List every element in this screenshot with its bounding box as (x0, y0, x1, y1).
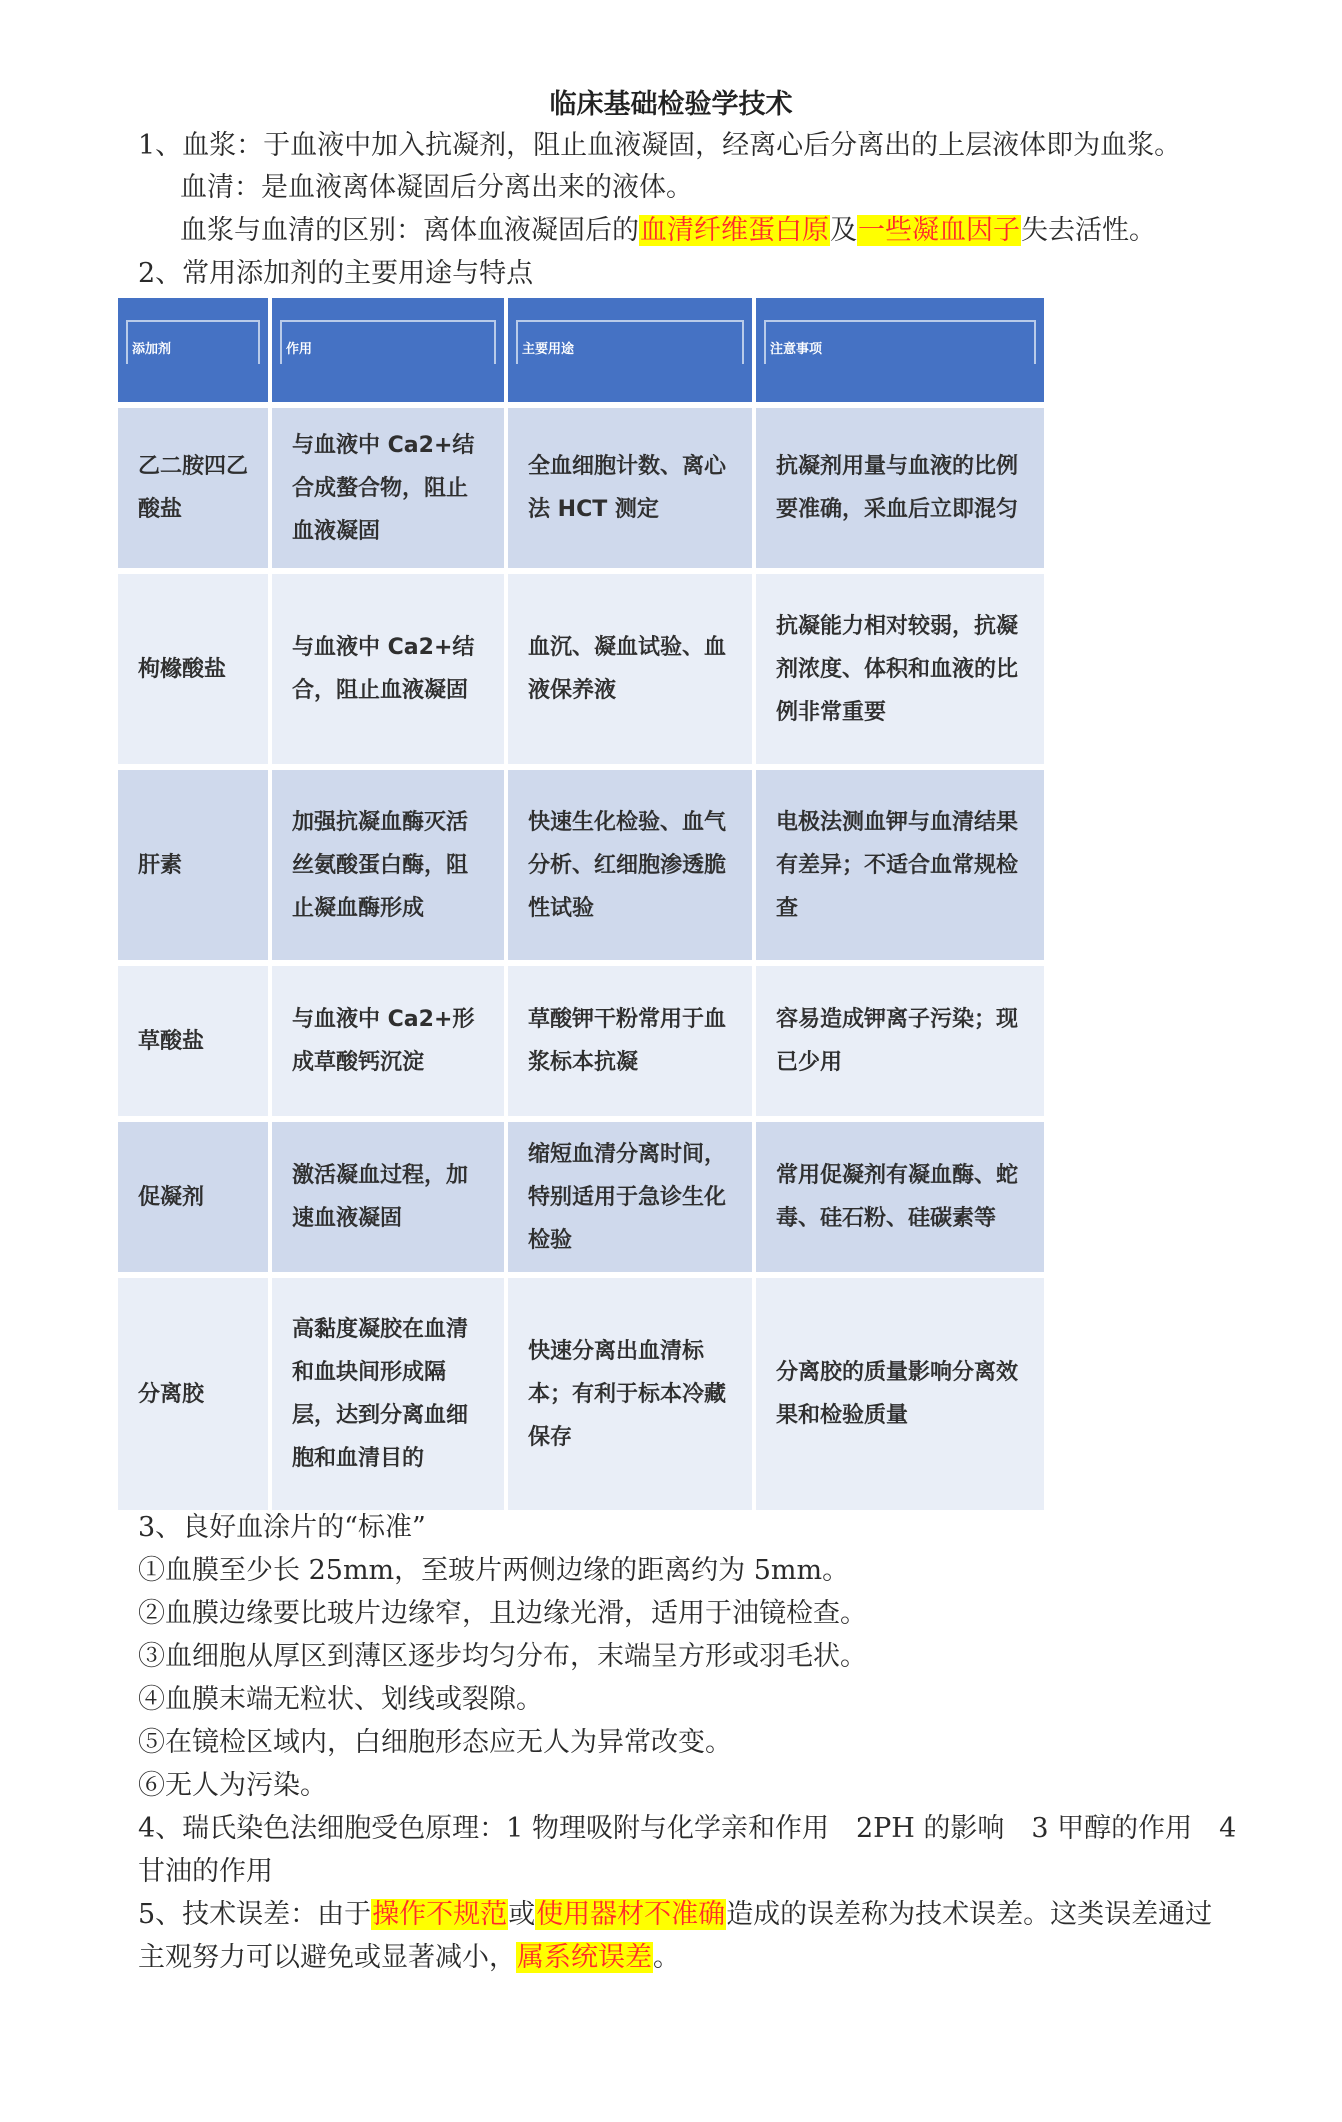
cell-usage: 快速生化检验、血气分析、红细胞渗透脆性试验 (508, 770, 756, 960)
cell-additive: 枸橼酸盐 (118, 574, 272, 764)
smear-standard-item: ⑤在镜检区域内，白细胞形态应无人为异常改变。 (138, 1727, 732, 1758)
highlight-fibrinogen: 血清纤维蛋白原 (640, 215, 829, 246)
header-additive: 添加剂 (132, 342, 172, 357)
section1-line3-pre: 血浆与血清的区别：离体血液凝固后的 (180, 215, 639, 246)
header-function: 作用 (286, 342, 313, 357)
section5-line1 (138, 1897, 1212, 1933)
cell-usage: 全血细胞计数、离心法 HCT 测定 (508, 408, 756, 568)
header-usage: 主要用途 (522, 342, 575, 357)
table-row (118, 402, 1044, 568)
smear-standard-item: ③血细胞从厚区到薄区逐步均匀分布，末端呈方形或羽毛状。 (138, 1641, 867, 1672)
cell-usage: 血沉、凝血试验、血液保养液 (508, 574, 756, 764)
section2-heading: 2、常用添加剂的主要用途与特点 (138, 258, 534, 289)
section3-heading: 3、良好血涂片的“标准” (138, 1512, 426, 1543)
cell-notes: 抗凝能力相对较弱，抗凝剂浓度、体积和血液的比例非常重要 (756, 574, 1044, 764)
cell-function: 与血液中 Ca2+结合成螯合物，阻止血液凝固 (272, 408, 508, 568)
section5-line2 (138, 1940, 680, 1976)
section1-line3-mid: 及 (830, 215, 857, 246)
cell-function: 与血液中 Ca2+形成草酸钙沉淀 (272, 966, 508, 1116)
cell-additive: 分离胶 (118, 1278, 272, 1510)
section5-mid: 或 (508, 1899, 536, 1930)
cell-additive: 肝素 (118, 770, 272, 960)
cell-notes: 容易造成钾离子污染；现已少用 (756, 966, 1044, 1116)
cell-notes: 电极法测血钾与血清结果有差异；不适合血常规检查 (756, 770, 1044, 960)
cell-additive: 草酸盐 (118, 966, 272, 1116)
table-header-cell (272, 298, 508, 402)
table-row (118, 1272, 1044, 1510)
table-header-cell (508, 298, 756, 402)
table-header-cell (118, 298, 272, 402)
cell-function: 与血液中 Ca2+结合，阻止血液凝固 (272, 574, 508, 764)
highlight-coagulation-factors: 一些凝血因子 (858, 215, 1020, 246)
cell-notes: 抗凝剂用量与血液的比例要准确，采血后立即混匀 (756, 408, 1044, 568)
cell-usage: 缩短血清分离时间，特别适用于急诊生化检验 (508, 1122, 756, 1272)
header-notes: 注意事项 (770, 342, 823, 357)
cell-function: 激活凝血过程，加速血液凝固 (272, 1122, 508, 1272)
table-header-cell (756, 298, 1044, 402)
section5-pre: 5、技术误差：由于 (138, 1899, 372, 1930)
cell-additive: 乙二胺四乙酸盐 (118, 408, 272, 568)
cell-function: 加强抗凝血酶灭活丝氨酸蛋白酶，阻止凝血酶形成 (272, 770, 508, 960)
cell-usage: 快速分离出血清标本；有利于标本冷藏保存 (508, 1278, 756, 1510)
additives-table (118, 298, 1044, 1510)
cell-notes: 常用促凝剂有凝血酶、蛇毒、硅石粉、硅碳素等 (756, 1122, 1044, 1272)
table-row (118, 1116, 1044, 1272)
section1-line3-post: 失去活性。 (1021, 215, 1156, 246)
cell-additive: 促凝剂 (118, 1122, 272, 1272)
section1-line2: 血清：是血液离体凝固后分离出来的液体。 (180, 172, 693, 203)
section1-line1: 1、血浆：于血液中加入抗凝剂，阻止血液凝固，经离心后分离出的上层液体即为血浆。 (138, 130, 1182, 161)
smear-standard-item: ④血膜末端无粒状、划线或裂隙。 (138, 1684, 543, 1715)
table-row (118, 568, 1044, 764)
highlight-inaccurate-equipment: 使用器材不准确 (536, 1899, 726, 1930)
cell-usage: 草酸钾干粉常用于血浆标本抗凝 (508, 966, 756, 1116)
smear-standard-item: ②血膜边缘要比玻片边缘窄，且边缘光滑，适用于油镜检查。 (138, 1598, 867, 1629)
section5-line2-pre: 主观努力可以避免或显著减小， (138, 1942, 516, 1973)
smear-standard-item: ①血膜至少长 25mm，至玻片两侧边缘的距离约为 5mm。 (138, 1555, 850, 1586)
section5-post: 造成的误差称为技术误差。这类误差通过 (726, 1899, 1213, 1930)
smear-standard-item: ⑥无人为污染。 (138, 1770, 327, 1801)
table-header (118, 298, 1044, 402)
table-row (118, 960, 1044, 1116)
section4-line2: 甘油的作用 (138, 1856, 273, 1887)
highlight-improper-operation: 操作不规范 (372, 1899, 508, 1930)
section5-line2-post: 。 (653, 1942, 680, 1973)
cell-function: 高黏度凝胶在血清和血块间形成隔层，达到分离血细胞和血清目的 (272, 1278, 508, 1510)
cell-notes: 分离胶的质量影响分离效果和检验质量 (756, 1278, 1044, 1510)
table-row (118, 764, 1044, 960)
document-title: 临床基础检验学技术 (549, 89, 793, 120)
section1-line3 (180, 213, 1156, 249)
section4-line1: 4、瑞氏染色法细胞受色原理：1 物理吸附与化学亲和作用 2PH 的影响 3 甲醇的作用 4 (138, 1813, 1237, 1844)
highlight-systematic-error: 属系统误差 (517, 1942, 652, 1973)
